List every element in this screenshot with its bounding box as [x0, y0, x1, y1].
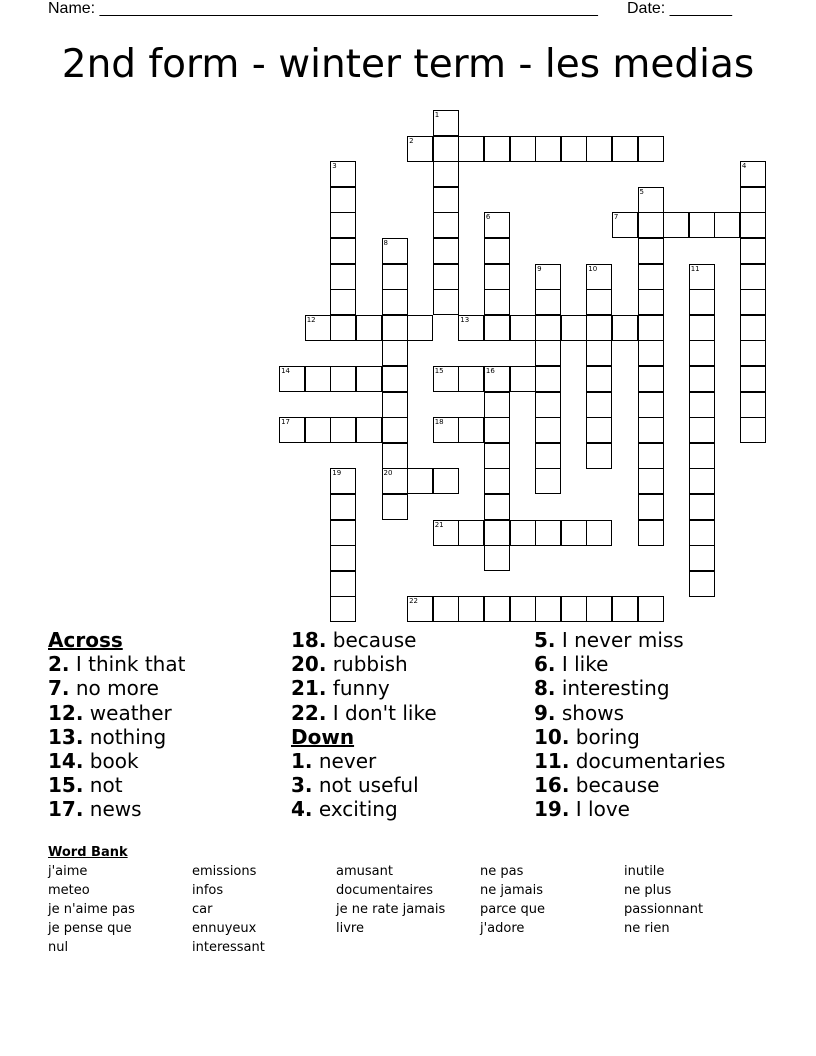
word-bank-item: ne jamais: [480, 883, 543, 898]
word-bank-item: infos: [192, 883, 224, 898]
clue-item-text: not: [83, 773, 123, 798]
crossword-cell[interactable]: [484, 366, 510, 392]
crossword-cell[interactable]: [689, 392, 715, 418]
crossword-cell[interactable]: [458, 315, 484, 341]
crossword-cell[interactable]: [535, 136, 561, 162]
clue-section-heading: Across: [48, 628, 123, 652]
crossword-cell[interactable]: [407, 136, 433, 162]
crossword-cell[interactable]: [612, 136, 638, 162]
crossword-cell[interactable]: [433, 468, 459, 494]
crossword-cell[interactable]: [382, 238, 408, 264]
crossword-cell[interactable]: [330, 289, 356, 315]
word-bank-item: nul: [48, 940, 69, 955]
clue-number: 16: [485, 367, 495, 375]
crossword-cell[interactable]: [638, 392, 664, 418]
clue-item-text: because: [569, 773, 660, 798]
crossword-cell[interactable]: [740, 212, 766, 238]
clue-number: 14: [281, 367, 291, 375]
clue-item: [534, 797, 725, 821]
crossword-cell[interactable]: [382, 392, 408, 418]
clue-item-text: shows: [555, 700, 624, 725]
crossword-cell[interactable]: [740, 238, 766, 264]
clue-item-number: 2.: [48, 652, 70, 677]
clue-item-number: 15.: [48, 773, 84, 798]
clue-item: [534, 628, 725, 652]
crossword-cell[interactable]: [305, 417, 331, 443]
clue-number: 5: [639, 187, 644, 196]
clue-number: 6: [485, 213, 491, 222]
crossword-cell[interactable]: [689, 315, 715, 341]
crossword-cell[interactable]: [433, 212, 459, 238]
crossword-cell[interactable]: [561, 315, 587, 341]
crossword-cell[interactable]: [638, 520, 664, 546]
word-bank-item: ne rien: [624, 921, 670, 936]
crossword-cell[interactable]: [484, 315, 510, 341]
crossword-cell[interactable]: [330, 545, 356, 571]
crossword-cell[interactable]: [279, 417, 305, 443]
crossword-cell[interactable]: [433, 366, 459, 392]
crossword-cell[interactable]: [305, 315, 331, 341]
clue-number: 13: [460, 315, 470, 324]
clue-number: 2: [409, 136, 414, 145]
crossword-cell[interactable]: [433, 161, 459, 187]
crossword-cell[interactable]: [689, 545, 715, 571]
crossword-cell[interactable]: [382, 494, 408, 520]
crossword-cell[interactable]: [689, 212, 715, 238]
clue-item-text: boring: [569, 724, 640, 749]
clue-section-heading: Down: [291, 724, 355, 749]
word-bank-item: je ne rate jamais: [336, 902, 446, 917]
clues-column-2: [291, 628, 437, 822]
crossword-cell[interactable]: [689, 571, 715, 597]
crossword-cell[interactable]: [586, 264, 612, 290]
word-bank-item: j'aime: [48, 864, 88, 879]
clues-column-1: [48, 628, 185, 822]
crossword-cell[interactable]: [510, 520, 536, 546]
crossword-cell[interactable]: [638, 289, 664, 315]
crossword-cell[interactable]: [535, 417, 561, 443]
word-bank-item: ne plus: [624, 883, 672, 898]
crossword-cell[interactable]: [407, 468, 433, 494]
crossword-cell[interactable]: [330, 161, 356, 187]
clue-item-text: because: [326, 628, 417, 652]
clue-item-number: 3.: [291, 773, 313, 798]
crossword-cell[interactable]: [535, 315, 561, 341]
clue-item: [48, 749, 185, 773]
crossword-cell[interactable]: [689, 520, 715, 546]
crossword-cell[interactable]: [638, 136, 664, 162]
clue-item-text: rubbish: [326, 652, 408, 677]
clue-item: [534, 773, 725, 797]
clue-item-number: 5.: [534, 628, 556, 652]
crossword-cell[interactable]: [689, 494, 715, 520]
clue-item-text: not useful: [312, 773, 419, 798]
word-bank-item: car: [192, 902, 213, 917]
crossword-cell[interactable]: [484, 264, 510, 290]
clue-item: [291, 628, 437, 652]
clue-item-text: news: [83, 797, 142, 822]
clue-item: [534, 701, 725, 725]
clue-item-number: 8.: [534, 676, 556, 701]
crossword-cell[interactable]: [330, 187, 356, 213]
clue-item: [291, 749, 437, 773]
clue-item: [291, 773, 437, 797]
clue-item: [48, 725, 185, 749]
word-bank-item: j'adore: [480, 921, 525, 936]
word-bank-item: inutile: [624, 864, 665, 879]
clue-item-number: 14.: [48, 749, 84, 774]
clue-number: 7: [613, 213, 619, 222]
crossword-cell[interactable]: [407, 315, 433, 341]
crossword-cell[interactable]: [689, 289, 715, 315]
crossword-cell[interactable]: [484, 468, 510, 494]
clue-number: 8: [383, 239, 388, 247]
word-bank-item: ne pas: [480, 864, 524, 879]
clue-item: [534, 676, 725, 700]
crossword-cell[interactable]: [458, 417, 484, 443]
crossword-cell[interactable]: [535, 340, 561, 366]
crossword-cell[interactable]: [535, 392, 561, 418]
clue-item-number: 13.: [48, 724, 84, 749]
crossword-cell[interactable]: [612, 596, 638, 622]
crossword-cell[interactable]: [638, 417, 664, 443]
clue-item-text: I never miss: [555, 628, 684, 652]
clue-item-number: 22.: [291, 700, 327, 725]
crossword-cell[interactable]: [689, 340, 715, 366]
crossword-cell[interactable]: [382, 366, 408, 392]
crossword-cell[interactable]: [330, 596, 356, 622]
clue-item: [291, 701, 437, 725]
crossword-cell[interactable]: [330, 366, 356, 392]
crossword-cell[interactable]: [638, 212, 664, 238]
crossword-cell[interactable]: [433, 417, 459, 443]
clue-item: [48, 797, 185, 821]
crossword-cell[interactable]: [689, 443, 715, 469]
crossword-cell[interactable]: [586, 340, 612, 366]
clues-column-3: [534, 628, 725, 822]
clue-item: [291, 676, 437, 700]
crossword-cell[interactable]: [484, 520, 510, 546]
clue-item-number: 11.: [534, 749, 570, 774]
clue-item-text: never: [312, 749, 377, 774]
crossword-cell[interactable]: [510, 136, 536, 162]
clue-item-number: 7.: [48, 676, 70, 701]
clue-number: 11: [690, 264, 700, 273]
page-title: 2nd form - winter term - les medias: [61, 42, 755, 87]
clue-item: [48, 701, 185, 725]
crossword-cell[interactable]: [714, 212, 740, 238]
crossword-cell[interactable]: [561, 596, 587, 622]
crossword-cell[interactable]: [586, 520, 612, 546]
crossword-cell[interactable]: [330, 494, 356, 520]
crossword-cell[interactable]: [638, 264, 664, 290]
clue-item-text: documentaries: [569, 749, 726, 774]
clue-number: 20: [383, 469, 393, 478]
word-bank-item: meteo: [48, 883, 90, 898]
crossword-cell[interactable]: [484, 212, 510, 238]
clue-item-text: funny: [326, 676, 390, 701]
word-bank-item: je n'aime pas: [48, 902, 135, 917]
crossword-cell[interactable]: [484, 238, 510, 264]
crossword-cell[interactable]: [458, 136, 484, 162]
crossword-cell[interactable]: [638, 238, 664, 264]
crossword-cell[interactable]: [740, 392, 766, 418]
crossword-cell[interactable]: [740, 315, 766, 341]
clue-item: [534, 749, 725, 773]
clue-number: 17: [281, 418, 291, 427]
crossword-cell[interactable]: [638, 494, 664, 520]
crossword-cell[interactable]: [330, 212, 356, 238]
crossword-cell[interactable]: [689, 417, 715, 443]
crossword-cell[interactable]: [305, 366, 331, 392]
clue-item: [534, 725, 725, 749]
crossword-cell[interactable]: [638, 315, 664, 341]
crossword-cell[interactable]: [330, 417, 356, 443]
clue-item-number: 17.: [48, 797, 84, 822]
word-bank-item: ennuyeux: [192, 921, 257, 936]
crossword-cell[interactable]: [356, 417, 382, 443]
crossword-cell[interactable]: [356, 315, 382, 341]
crossword-cell[interactable]: [740, 161, 766, 187]
word-bank-item: je pense que: [48, 921, 132, 936]
crossword-cell[interactable]: [510, 366, 536, 392]
word-bank-item: livre: [336, 921, 364, 936]
clue-item-text: nothing: [83, 724, 167, 749]
crossword-cell[interactable]: [740, 340, 766, 366]
crossword-cell[interactable]: [458, 596, 484, 622]
clue-number: 19: [332, 469, 342, 478]
crossword-cell[interactable]: [586, 136, 612, 162]
crossword-cell[interactable]: [638, 596, 664, 622]
clue-number: 18: [434, 418, 444, 427]
date-field-label: Date: _______: [627, 0, 732, 17]
crossword-cell[interactable]: [484, 545, 510, 571]
crossword-cell[interactable]: [484, 443, 510, 469]
crossword-cell[interactable]: [535, 596, 561, 622]
crossword-cell[interactable]: [433, 187, 459, 213]
clue-item-number: 16.: [534, 773, 570, 798]
crossword-cell[interactable]: [561, 520, 587, 546]
crossword-cell[interactable]: [433, 520, 459, 546]
clue-item-number: 10.: [534, 724, 570, 749]
crossword-cell[interactable]: [535, 289, 561, 315]
crossword-cell[interactable]: [586, 596, 612, 622]
clue-item-number: 9.: [534, 700, 556, 725]
crossword-cell[interactable]: [484, 494, 510, 520]
crossword-cell[interactable]: [433, 110, 459, 136]
crossword-cell[interactable]: [279, 366, 305, 392]
crossword-cell[interactable]: [638, 366, 664, 392]
crossword-cell[interactable]: [330, 315, 356, 341]
crossword-cell[interactable]: [433, 289, 459, 315]
clue-item-text: I think that: [69, 652, 186, 677]
crossword-cell[interactable]: [638, 187, 664, 213]
clue-item-number: 20.: [291, 652, 327, 677]
crossword-cell[interactable]: [330, 571, 356, 597]
crossword-cell[interactable]: [510, 315, 536, 341]
clue-number: 4: [741, 162, 747, 171]
crossword-cell[interactable]: [740, 289, 766, 315]
crossword-cell[interactable]: [586, 289, 612, 315]
crossword-cell[interactable]: [433, 264, 459, 290]
crossword-cell[interactable]: [330, 238, 356, 264]
clue-number: 12: [306, 315, 316, 324]
crossword-cell[interactable]: [586, 366, 612, 392]
crossword-cell[interactable]: [586, 443, 612, 469]
crossword-cell[interactable]: [382, 264, 408, 290]
clue-item: [291, 797, 437, 821]
clue-item-number: 12.: [48, 700, 84, 725]
clue-item-text: I don't like: [326, 700, 437, 725]
clue-item-number: 19.: [534, 797, 570, 822]
crossword-cell[interactable]: [586, 417, 612, 443]
crossword-cell[interactable]: [535, 520, 561, 546]
crossword-cell[interactable]: [382, 443, 408, 469]
crossword-cell[interactable]: [535, 443, 561, 469]
crossword-cell[interactable]: [382, 315, 408, 341]
clue-item-number: 21.: [291, 676, 327, 701]
crossword-cell[interactable]: [382, 468, 408, 494]
crossword-cell[interactable]: [638, 340, 664, 366]
crossword-cell[interactable]: [484, 417, 510, 443]
crossword-cell[interactable]: [433, 136, 459, 162]
crossword-cell[interactable]: [586, 315, 612, 341]
crossword-cell[interactable]: [330, 264, 356, 290]
clue-item-text: exciting: [312, 797, 398, 822]
word-bank-item: amusant: [336, 864, 393, 879]
word-bank-item: emissions: [192, 864, 257, 879]
crossword-cell[interactable]: [535, 366, 561, 392]
crossword-cell[interactable]: [458, 366, 484, 392]
clue-item-text: interesting: [555, 676, 670, 701]
crossword-cell[interactable]: [433, 596, 459, 622]
crossword-cell[interactable]: [484, 136, 510, 162]
clue-number: 21: [434, 520, 444, 529]
crossword-cell[interactable]: [689, 264, 715, 290]
word-bank-item: documentaires: [336, 883, 433, 898]
crossword-cell[interactable]: [330, 520, 356, 546]
word-bank-item: parce que: [480, 902, 546, 917]
crossword-cell[interactable]: [740, 366, 766, 392]
clue-item-number: 1.: [291, 749, 313, 774]
clue-item-number: 6.: [534, 652, 556, 677]
crossword-cell[interactable]: [612, 315, 638, 341]
clue-number: 15: [434, 367, 444, 375]
crossword-cell[interactable]: [484, 596, 510, 622]
crossword-cell[interactable]: [382, 340, 408, 366]
crossword-cell[interactable]: [356, 366, 382, 392]
crossword-cell[interactable]: [535, 468, 561, 494]
clue-item-text: I love: [569, 797, 630, 822]
crossword-cell[interactable]: [740, 264, 766, 290]
crossword-cell[interactable]: [638, 443, 664, 469]
clue-item-text: weather: [83, 700, 172, 725]
word-bank-item: interessant: [192, 940, 265, 955]
crossword-cell[interactable]: [586, 392, 612, 418]
crossword-cell[interactable]: [330, 468, 356, 494]
clue-item: [48, 652, 185, 676]
clue-item-text: no more: [69, 676, 159, 701]
crossword-cell[interactable]: [740, 417, 766, 443]
clue-number: 3: [332, 162, 337, 171]
clue-item-text: I like: [555, 652, 609, 677]
crossword-cell[interactable]: [740, 187, 766, 213]
crossword-cell[interactable]: [458, 520, 484, 546]
clue-item-number: 4.: [291, 797, 313, 822]
crossword-cell[interactable]: [407, 596, 433, 622]
crossword-cell[interactable]: [689, 468, 715, 494]
clue-item: [291, 652, 437, 676]
name-field-label: Name: ________________________________________________________: [48, 0, 598, 17]
word-bank-title: Word Bank: [48, 845, 128, 860]
clue-number: 9: [537, 264, 542, 273]
clue-item: [48, 773, 185, 797]
word-bank-item: passionnant: [624, 902, 704, 917]
clue-number: 10: [588, 264, 598, 273]
crossword-cell[interactable]: [638, 468, 664, 494]
clue-item: [48, 676, 185, 700]
clue-number: 22: [409, 597, 419, 606]
clue-number: 1: [434, 111, 440, 119]
crossword-cell[interactable]: [382, 417, 408, 443]
crossword-cell[interactable]: [612, 212, 638, 238]
clue-item: [534, 652, 725, 676]
crossword-cell[interactable]: [510, 596, 536, 622]
clue-item-number: 18.: [291, 628, 327, 652]
crossword-cell[interactable]: [382, 289, 408, 315]
crossword-cell[interactable]: [484, 392, 510, 418]
crossword-cell[interactable]: [433, 238, 459, 264]
crossword-cell[interactable]: [484, 289, 510, 315]
crossword-cell[interactable]: [535, 264, 561, 290]
crossword-cell[interactable]: [689, 366, 715, 392]
clue-item-text: book: [83, 749, 139, 774]
crossword-cell[interactable]: [561, 136, 587, 162]
crossword-cell[interactable]: [663, 212, 689, 238]
